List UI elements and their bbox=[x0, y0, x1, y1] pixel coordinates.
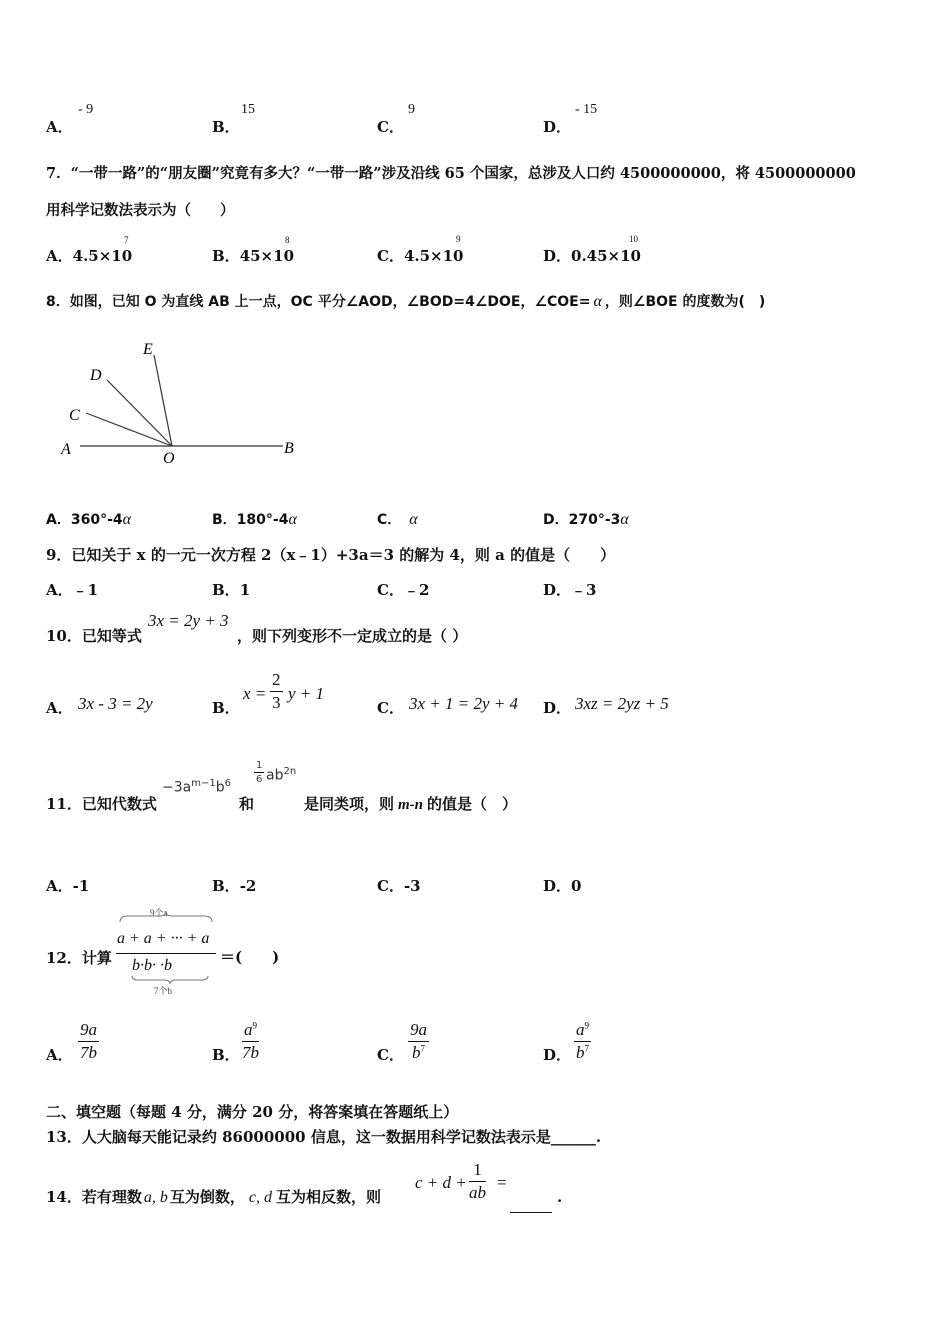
q10-option-b-lhs: x = bbox=[243, 684, 267, 703]
fraction-bar bbox=[270, 691, 283, 692]
q8-option-d-value: 270°-3 bbox=[568, 512, 621, 528]
q12-option-c-den: b bbox=[412, 1043, 421, 1062]
q12-option-b-den: 7b bbox=[242, 1043, 259, 1062]
q11-option-a-value: -1 bbox=[72, 877, 90, 895]
q9-option-c bbox=[377, 579, 429, 600]
q8-option-c bbox=[377, 509, 418, 529]
ray-oc bbox=[86, 413, 172, 446]
q14-stem bbox=[46, 1186, 381, 1207]
q12-stem: 12．计算 bbox=[46, 949, 112, 967]
q14-fraction bbox=[469, 1160, 486, 1203]
q12-option-c-den-exp: 7 bbox=[420, 1043, 425, 1054]
q11-expr1 bbox=[162, 778, 231, 796]
q14-vars1: a, b bbox=[143, 1189, 168, 1206]
label-c: C bbox=[69, 407, 80, 424]
q10-option-d-value: 3xz = 2yz + 5 bbox=[575, 694, 669, 713]
q11-option-d-value: 0 bbox=[571, 877, 582, 895]
q6-option-b-value: 15 bbox=[241, 102, 255, 117]
q9-option-c-value: ﹣2 bbox=[403, 581, 430, 599]
q11-option-d bbox=[543, 875, 581, 896]
q8-option-a-label: A． bbox=[46, 512, 71, 528]
q13-stem: 13．人大脑每天能记录约 86000000 信息，这一数据用科学记数法表示是______. bbox=[46, 1128, 602, 1146]
q10-option-b-label: B． bbox=[212, 699, 240, 717]
fraction-bar bbox=[254, 772, 264, 773]
q12-option-b-num-exp: 9 bbox=[252, 1020, 257, 1031]
q14-answer-blank[interactable] bbox=[510, 1199, 552, 1217]
q11-expr1-coef: −3a bbox=[162, 779, 192, 796]
q10-option-a-value: 3x - 3 = 2y bbox=[78, 694, 153, 713]
q12-option-d-den: b bbox=[576, 1043, 585, 1062]
q11-option-d-label: D． bbox=[543, 877, 572, 895]
q9-option-a bbox=[46, 579, 98, 600]
q7-option-a-label: A． bbox=[46, 247, 73, 265]
q8-figure bbox=[55, 335, 315, 470]
q9-option-a-value: ﹣1 bbox=[72, 581, 99, 599]
q7-option-b-base: 45×10 bbox=[239, 247, 295, 265]
q8-option-b bbox=[212, 509, 297, 529]
q11-option-a-label: A． bbox=[46, 877, 73, 895]
q10-equation: 3x = 2y + 3 bbox=[148, 611, 229, 630]
q9-option-d-label: D． bbox=[543, 581, 572, 599]
section-2-heading: 二、填空题（每题 4 分，满分 20 分，将答案填在答题纸上） bbox=[46, 1103, 459, 1121]
q7-option-c-exp: 9 bbox=[456, 234, 461, 244]
q6-option-c-label: C． bbox=[377, 118, 404, 136]
fraction-bar bbox=[78, 1041, 99, 1042]
q9-option-b-value: 1 bbox=[239, 581, 251, 599]
q12-option-b-fraction bbox=[242, 1020, 259, 1063]
q8-option-d-label: D． bbox=[543, 512, 569, 528]
q14-expr: c + d + bbox=[415, 1173, 467, 1192]
q11-option-a bbox=[46, 875, 89, 896]
q10-option-b-num: 2 bbox=[272, 670, 281, 689]
q12-option-c-fraction bbox=[408, 1020, 429, 1063]
fraction-bar bbox=[469, 1181, 486, 1182]
q12-option-c-num: 9a bbox=[410, 1020, 427, 1039]
q11-expr2-den: 6 bbox=[256, 774, 263, 785]
q7-option-a-exp: 7 bbox=[124, 235, 129, 245]
q14-num: 1 bbox=[473, 1160, 482, 1179]
q11-option-c bbox=[377, 875, 421, 896]
q12-option-d-num: a bbox=[576, 1020, 585, 1039]
q11-option-c-value: -3 bbox=[403, 877, 421, 895]
label-b: B bbox=[284, 440, 294, 457]
q8-stem-b: ，则∠BOE 的度数为( ) bbox=[604, 294, 766, 310]
q11-stem-b-line bbox=[304, 793, 517, 814]
q11-option-c-label: C． bbox=[377, 877, 404, 895]
q8-stem-a: 8．如图，已知 O 为直线 AB 上一点，OC 平分∠AOD，∠BOD=4∠DOE，∠COE= bbox=[46, 294, 591, 310]
q11-option-b-value: -2 bbox=[239, 877, 257, 895]
q12-top-brace-label: 9个a bbox=[150, 908, 168, 918]
q6-option-d-label: D． bbox=[543, 118, 572, 136]
q10-option-d-label: D． bbox=[543, 699, 572, 717]
q11-expr2-exp: 2n bbox=[283, 766, 297, 777]
q9-option-b bbox=[212, 579, 250, 600]
q8-option-b-label: B． bbox=[212, 512, 237, 528]
q7-option-b bbox=[212, 245, 294, 266]
q8-option-c-alpha: α bbox=[409, 511, 418, 528]
q14-stem-b: 互为倒数， bbox=[169, 1188, 245, 1206]
q6-option-a-label: A． bbox=[46, 118, 73, 136]
q14-stem-c: 互为相反数，则 bbox=[276, 1188, 382, 1206]
q8-option-a bbox=[46, 509, 131, 529]
label-d: D bbox=[90, 367, 102, 384]
q11-mn: m-n bbox=[398, 797, 424, 813]
q11-expr2-ab: ab bbox=[266, 767, 284, 784]
q8-option-a-value: 360°-4 bbox=[70, 512, 123, 528]
q8-option-a-alpha: α bbox=[122, 511, 132, 528]
q8-option-b-value: 180°-4 bbox=[236, 512, 289, 528]
q10-stem-a: 10．已知等式 bbox=[46, 627, 142, 645]
q10-option-c-value: 3x + 1 = 2y + 4 bbox=[409, 694, 519, 713]
q7-option-b-label: B． bbox=[212, 247, 240, 265]
q10-option-b-fraction bbox=[270, 670, 283, 713]
q11-option-b bbox=[212, 875, 256, 896]
q7-option-c-base: 4.5×10 bbox=[403, 247, 464, 265]
q10-stem-b: ，则下列变形不一定成立的是（ ） bbox=[237, 627, 468, 645]
q7-option-d-label: D． bbox=[543, 247, 572, 265]
label-e: E bbox=[143, 341, 153, 358]
q9-option-d bbox=[543, 579, 596, 600]
q7-stem-line1: 7．“一带一路”的“朋友圈”究竟有多大？“一带一路”涉及沿线 65 个国家，总涉及人口约 4500000000，将 4500000000 bbox=[46, 165, 856, 182]
q11-expr2-num: 1 bbox=[256, 760, 263, 771]
q9-stem: 9．已知关于 x 的一元一次方程 2（x﹣1）+3a＝3 的解为 4，则 a 的值是（ ） bbox=[46, 546, 616, 564]
q10-option-a-label: A． bbox=[46, 699, 73, 717]
label-o: O bbox=[163, 450, 175, 467]
q11-expr2 bbox=[266, 766, 296, 784]
ray-od bbox=[107, 380, 172, 446]
q7-option-c-label: C． bbox=[377, 247, 404, 265]
q12-option-c-label: C． bbox=[377, 1046, 404, 1064]
q12-option-a-num: 9a bbox=[80, 1020, 97, 1039]
fraction-bar bbox=[242, 1041, 259, 1042]
q8-option-c-label: C． bbox=[377, 512, 402, 528]
q12-option-a-fraction bbox=[78, 1020, 99, 1063]
q12-denominator: b·b· ·b bbox=[132, 957, 172, 974]
q9-option-d-value: ﹣3 bbox=[571, 581, 597, 599]
q7-option-d-exp: 10 bbox=[629, 234, 638, 244]
q14-den: ab bbox=[469, 1183, 486, 1202]
q9-option-c-label: C． bbox=[377, 581, 404, 599]
q10-option-b-den: 3 bbox=[272, 693, 281, 712]
q7-option-a-base: 4.5×10 bbox=[72, 247, 133, 265]
q8-alpha: α bbox=[593, 293, 602, 310]
q12-option-d-fraction bbox=[574, 1020, 591, 1063]
q12-bottom-brace-label: 7个b bbox=[154, 986, 173, 996]
q8-option-b-alpha: α bbox=[288, 511, 297, 528]
q9-option-a-label: A． bbox=[46, 581, 73, 599]
q8-stem bbox=[46, 291, 765, 311]
q12-option-a-label: A． bbox=[46, 1046, 73, 1064]
q6-option-c-value: 9 bbox=[408, 102, 415, 117]
q8-option-d-alpha: α bbox=[620, 511, 629, 528]
q9-option-b-label: B． bbox=[212, 581, 240, 599]
q11-stem-a: 11．已知代数式 bbox=[46, 795, 157, 813]
q11-stem-b: 是同类项，则 bbox=[304, 795, 395, 813]
q11-stem-c: 的值是（ ） bbox=[427, 795, 518, 813]
q11-expr1-b: b bbox=[215, 779, 225, 796]
q6-option-a-value: - 9 bbox=[78, 102, 94, 117]
q12-option-b-num: a bbox=[244, 1020, 253, 1039]
q10-option-c-label: C． bbox=[377, 699, 404, 717]
q11-and: 和 bbox=[239, 795, 255, 813]
q14-equals: = bbox=[497, 1173, 507, 1192]
q12-tail: ＝( ) bbox=[220, 948, 280, 966]
q7-option-d-base: 0.45×10 bbox=[571, 247, 641, 265]
q11-expr1-bexp: 6 bbox=[224, 778, 231, 789]
q14-tail: . bbox=[557, 1188, 563, 1206]
q10-option-b-rhs: y + 1 bbox=[288, 684, 325, 703]
q12-option-a-den: 7b bbox=[80, 1043, 97, 1062]
q8-option-d bbox=[543, 509, 629, 529]
q6-option-d-value: - 15 bbox=[575, 102, 598, 117]
q14-stem-a: 14．若有理数 bbox=[46, 1188, 142, 1206]
fraction-bar bbox=[574, 1041, 591, 1042]
q12-option-d-den-exp: 7 bbox=[584, 1043, 589, 1054]
q6-option-b-label: B． bbox=[212, 118, 240, 136]
label-a: A bbox=[61, 441, 71, 458]
q7-option-c bbox=[377, 245, 464, 266]
q12-numerator: a + a + ··· + a bbox=[117, 930, 210, 947]
q7-option-a bbox=[46, 245, 132, 266]
q14-vars2: c, d bbox=[248, 1189, 272, 1206]
q11-expr2-fraction bbox=[254, 760, 264, 785]
fraction-bar bbox=[408, 1041, 429, 1042]
q12-option-b-label: B． bbox=[212, 1046, 240, 1064]
q12-option-d-num-exp: 9 bbox=[584, 1020, 589, 1031]
q11-option-b-label: B． bbox=[212, 877, 240, 895]
q12-fraction-bar bbox=[116, 953, 216, 954]
q11-expr1-exp: m−1 bbox=[191, 778, 216, 789]
q7-option-d bbox=[543, 245, 641, 266]
q7-option-b-exp: 8 bbox=[285, 235, 290, 245]
q7-stem-line2: 用科学记数法表示为（ ） bbox=[46, 202, 235, 219]
ray-oe bbox=[154, 355, 172, 446]
q12-top-brace bbox=[116, 908, 216, 926]
q12-option-d-label: D． bbox=[543, 1046, 572, 1064]
